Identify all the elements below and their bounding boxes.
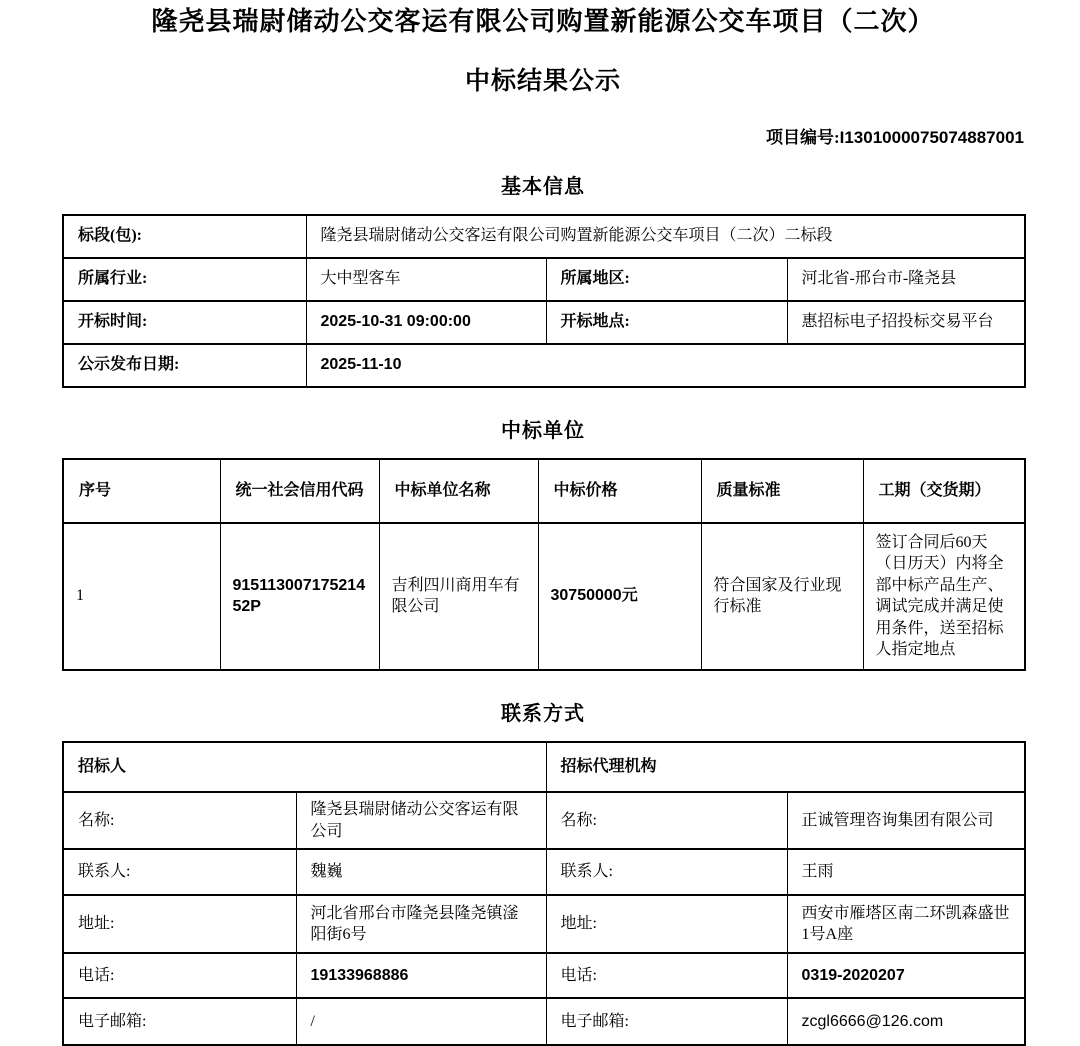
agency-address-value: 西安市雁塔区南二环凯森盛世1号A座: [787, 895, 1025, 953]
email-label: 电子邮箱:: [63, 998, 296, 1045]
tenderer-phone-value: 19133968886: [296, 953, 546, 998]
winner-delivery: 签订合同后60天（日历天）内将全部中标产品生产、调试完成并满足使用条件，送至招标人指定地点: [863, 523, 1025, 671]
email-label: 电子邮箱:: [546, 998, 787, 1045]
col-header-delivery: 工期（交货期）: [863, 459, 1025, 523]
table-row: [63, 523, 1025, 671]
document-subtitle: 中标结果公示: [464, 67, 621, 95]
document-title: 隆尧县瑞尉储动公交客运有限公司购置新能源公交车项目（二次）: [151, 7, 935, 36]
region-label: 所属地区:: [546, 258, 787, 301]
agency-name-value: 正诚管理咨询集团有限公司: [787, 792, 1025, 849]
tenderer-header: 招标人: [63, 742, 546, 792]
col-header-credit-code: 统一社会信用代码: [220, 459, 379, 523]
bid-section-label: 标段(包):: [63, 215, 306, 258]
agency-phone-value: 0319-2020207: [787, 953, 1025, 998]
contact-row: [63, 792, 1025, 849]
project-number-value: I1301000075074887001: [839, 127, 1024, 147]
agency-email-value: zcgl6666@126.com: [787, 998, 1025, 1045]
tenderer-contact-person-value: 魏巍: [296, 849, 546, 895]
contact-person-label: 联系人:: [63, 849, 296, 895]
tenderer-email-value: /: [296, 998, 546, 1045]
basic-info-table: [62, 214, 1026, 388]
address-label: 地址:: [546, 895, 787, 953]
winner-quality: 符合国家及行业现行标准: [701, 523, 863, 671]
tenderer-name-value: 隆尧县瑞尉储动公交客运有限公司: [296, 792, 546, 849]
table-row: [63, 258, 1025, 301]
open-place-value: 惠招标电子招投标交易平台: [787, 301, 1025, 344]
name-label: 名称:: [63, 792, 296, 849]
tenderer-address-value: 河北省邢台市隆尧县隆尧镇滏阳街6号: [296, 895, 546, 953]
winning-bidder-table: [62, 458, 1026, 672]
publish-date-value: 2025-11-10: [306, 344, 1025, 387]
industry-value: 大中型客车: [306, 258, 546, 301]
col-header-price: 中标价格: [538, 459, 701, 523]
publish-date-label: 公示发布日期:: [63, 344, 306, 387]
agency-contact-person-value: 王雨: [787, 849, 1025, 895]
address-label: 地址:: [63, 895, 296, 953]
bid-section-value: 隆尧县瑞尉储动公交客运有限公司购置新能源公交车项目（二次）二标段: [306, 215, 1025, 258]
col-header-company: 中标单位名称: [379, 459, 538, 523]
contact-row: [63, 953, 1025, 998]
open-place-label: 开标地点:: [546, 301, 787, 344]
table-row: [63, 215, 1025, 258]
section-heading-contacts: 联系方式: [501, 703, 585, 726]
table-row: [63, 301, 1025, 344]
table-header-row: [63, 459, 1025, 523]
table-header-row: [63, 742, 1025, 792]
industry-label: 所属行业:: [63, 258, 306, 301]
contacts-table: [62, 741, 1026, 1046]
name-label: 名称:: [546, 792, 787, 849]
col-header-quality: 质量标准: [701, 459, 863, 523]
section-heading-winning-bidder: 中标单位: [501, 419, 585, 442]
winner-price: 30750000元: [538, 523, 701, 671]
project-number-label: 项目编号:: [765, 127, 840, 147]
contact-row: [63, 998, 1025, 1045]
contact-row: [63, 895, 1025, 953]
region-value: 河北省-邢台市-隆尧县: [787, 258, 1025, 301]
winner-company: 吉利四川商用车有限公司: [379, 523, 538, 671]
agency-header: 招标代理机构: [546, 742, 1025, 792]
col-header-seq: 序号: [63, 459, 220, 523]
contact-person-label: 联系人:: [546, 849, 787, 895]
phone-label: 电话:: [63, 953, 296, 998]
open-time-label: 开标时间:: [63, 301, 306, 344]
phone-label: 电话:: [546, 953, 787, 998]
contact-row: [63, 849, 1025, 895]
table-row: [63, 344, 1025, 387]
section-heading-basic-info: 基本信息: [501, 175, 585, 198]
winner-credit-code: 91511300717521452P: [220, 523, 379, 671]
winner-seq: 1: [63, 523, 220, 671]
open-time-value: 2025-10-31 09:00:00: [306, 301, 546, 344]
project-number: [62, 123, 1024, 148]
